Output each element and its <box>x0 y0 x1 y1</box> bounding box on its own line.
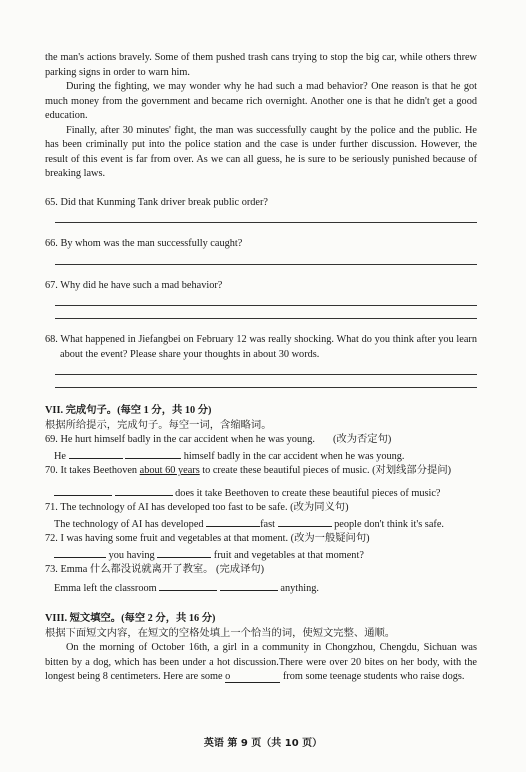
item-71-hint: (改为同义句) <box>290 502 349 513</box>
section-8-passage <box>45 641 477 685</box>
item-71-answer <box>45 516 477 533</box>
blank-71-1[interactable] <box>206 516 260 527</box>
blank-69-1[interactable] <box>69 448 123 459</box>
item-72-text: 72. I was having some fruit and vegetables at that moment. <box>45 533 289 544</box>
item-73 <box>45 563 477 578</box>
exam-page <box>45 51 477 685</box>
passage-paragraph-2: During the fighting, we may wonder why he had such a mad behavior? One reason is that he got much money from the government and became rich overnight. Another one is that he didn't get a good education. <box>45 81 477 121</box>
section-8-title: VIII. 短文填空。(每空 2 分，共 16 分) <box>45 613 216 624</box>
item-70-underlined: about 60 years <box>139 465 200 476</box>
item-71-answer-post: people don't think it's safe. <box>334 518 444 530</box>
section-8-instruction: 根据下面短文内容，在短文的空格处填上一个恰当的词，使短文完整、通顺。 <box>45 627 396 639</box>
item-72-answer <box>45 547 477 564</box>
blank-70-2[interactable] <box>115 485 173 496</box>
section-8-text-pre: On the morning of October 16th, a girl in a community in Chongzhou, Chengdu, Sichuan was bitten by a dog, which has been under a hot discussion.There were over 20 bites on her body, with the longest being 8 centimeters. Here are some <box>45 642 477 682</box>
item-73-text: 73. Emma 什么都没说就离开了教室。 <box>45 564 214 575</box>
question-66: 66. By whom was the man successfully caught? <box>45 238 243 249</box>
item-73-answer <box>45 580 477 597</box>
answer-line-65[interactable] <box>55 210 477 223</box>
blank-8-1-letter: o <box>225 671 231 682</box>
blank-72-1[interactable] <box>54 547 106 558</box>
page-footer: 英语 第 9 页（共 10 页） <box>203 738 323 749</box>
blank-73-1[interactable] <box>159 580 217 591</box>
item-69-answer <box>45 448 477 465</box>
item-72-hint: (改为一般疑问句) <box>290 533 370 544</box>
item-71 <box>45 501 477 516</box>
item-71-text: 71. The technology of AI has developed too fast to be safe. <box>45 502 288 513</box>
answer-line-66[interactable] <box>55 252 477 265</box>
item-69 <box>45 433 477 448</box>
item-73-hint: (完成译句) <box>216 564 265 575</box>
answer-line-68a[interactable] <box>55 362 477 375</box>
item-70-pre: 70. It takes Beethoven <box>45 465 138 476</box>
answer-line-68b[interactable] <box>55 375 477 388</box>
section-7-title: VII. 完成句子。(每空 1 分，共 10 分) <box>45 405 212 416</box>
item-71-answer-pre: The technology of AI has developed <box>54 518 204 530</box>
item-70-answer-post: does it take Beethoven to create these beautiful pieces of music? <box>175 487 441 499</box>
blank-72-2[interactable] <box>157 547 211 558</box>
item-70-answer <box>45 485 477 502</box>
question-68: 68. What happened in Jiefangbei on February 12 was really shocking. What do you think after you learn about the event? Please share your thoughts in about 30 words. <box>45 334 477 360</box>
item-69-answer-post: himself badly in the car accident when he was young. <box>183 450 405 462</box>
question-65: 65. Did that Kunming Tank driver break public order? <box>45 196 268 208</box>
blank-69-2[interactable] <box>125 448 181 459</box>
answer-line-67a[interactable] <box>55 293 477 306</box>
item-71-answer-mid: fast <box>260 518 275 530</box>
passage-paragraph-1: the man's actions bravely. Some of them pushed trash cans trying to stop the big car, while others threw parking signs in order to warn him. <box>45 52 477 78</box>
item-73-answer-post: anything. <box>280 582 319 594</box>
blank-8-1[interactable] <box>225 671 280 683</box>
item-72-answer-post: fruit and vegetables at that moment? <box>213 549 364 561</box>
blank-70-1[interactable] <box>54 485 112 496</box>
blank-71-2[interactable] <box>278 516 332 527</box>
blank-73-2[interactable] <box>220 580 278 591</box>
answer-line-67b[interactable] <box>55 306 477 319</box>
item-69-answer-pre: He <box>54 450 67 462</box>
item-72-answer-mid: you having <box>108 549 155 561</box>
item-72 <box>45 532 477 547</box>
item-70-post: to create these beautiful pieces of music. (对划线部分提问) <box>202 465 452 476</box>
question-67: 67. Why did he have such a mad behavior? <box>45 279 223 291</box>
item-69-hint: (改为否定句) <box>332 434 392 445</box>
section-7-instruction: 根据所给提示，完成句子。每空一词，含缩略词。 <box>45 419 272 431</box>
section-8-text-post: from some teenage students who raise dogs. <box>282 671 465 682</box>
item-73-answer-pre: Emma left the classroom <box>54 582 157 594</box>
item-70 <box>45 464 477 479</box>
item-69-text: 69. He hurt himself badly in the car accident when he was young. <box>45 434 315 445</box>
passage-paragraph-3: Finally, after 30 minutes' fight, the man was successfully caught by the police and the public. He has been criminally put into the police station and the case is under further discussion. However, the result of this event is far from over. As we can all guess, he is sure to be seriously punished because of breaking laws. <box>45 124 477 179</box>
